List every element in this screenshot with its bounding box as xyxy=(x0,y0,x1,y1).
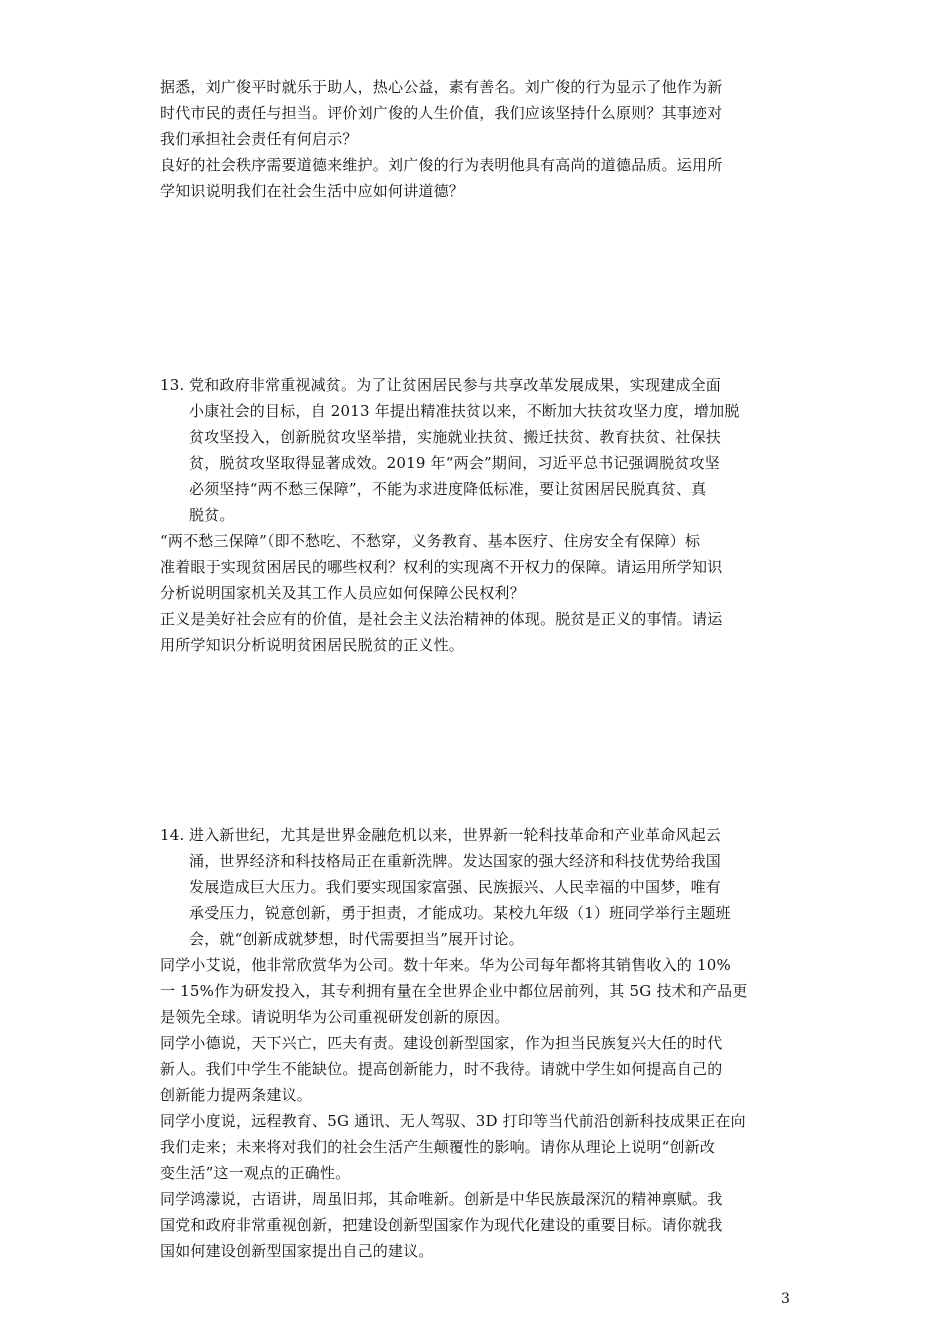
question-number: 13. xyxy=(160,376,185,394)
text-line: 承受压力，锐意创新，勇于担责，才能成功。某校九年级（1）班同学举行主题班 xyxy=(189,904,731,922)
question-body xyxy=(189,372,800,528)
question-14-stem xyxy=(160,822,800,952)
text-line: 据悉，刘广俊平时就乐于助人，热心公益，素有善名。刘广俊的行为显示了他作为新 xyxy=(160,78,723,96)
question-number: 14. xyxy=(160,826,185,844)
text-line: 涌，世界经济和科技格局正在重新洗牌。发达国家的强大经济和科技优势给我国 xyxy=(189,852,722,870)
text-line: 一 15%作为研发投入，其专利拥有量在全世界企业中都位居前列，其 5G 技术和产品更 xyxy=(160,982,748,1000)
text-line: 时代市民的责任与担当。评价刘广俊的人生价值，我们应该坚持什么原则？其事迹对 xyxy=(160,104,723,122)
text-line: 必须坚持“两不愁三保障”，不能为求进度降低标准，要让贫困居民脱真贫、真 xyxy=(189,480,707,498)
page-number: 3 xyxy=(781,1291,790,1307)
text-line: 正义是美好社会应有的价值，是社会主义法治精神的体现。脱贫是正义的事情。请运 xyxy=(160,610,723,628)
question-12-continuation xyxy=(160,74,800,204)
text-line: 贫攻坚投入，创新脱贫攻坚举措，实施就业扶贫、搬迁扶贫、教育扶贫、社保扶 xyxy=(189,428,722,446)
text-line: 国党和政府非常重视创新，把建设创新型国家作为现代化建设的重要目标。请你就我 xyxy=(160,1216,723,1234)
text-line: 创新能力提两条建议。 xyxy=(160,1086,313,1104)
text-line: 进入新世纪，尤其是世界金融危机以来，世界新一轮科技革命和产业革命风起云 xyxy=(189,826,722,844)
text-line: 小康社会的目标，自 2013 年提出精准扶贫以来，不断加大扶贫攻坚力度，增加脱 xyxy=(189,402,740,420)
text-line: 是领先全球。请说明华为公司重视研发创新的原因。 xyxy=(160,1008,510,1026)
text-line: 同学小艾说，他非常欣赏华为公司。数十年来。华为公司每年都将其销售收入的 10% xyxy=(160,956,731,974)
text-line: 良好的社会秩序需要道德来维护。刘广俊的行为表明他具有高尚的道德品质。运用所 xyxy=(160,156,723,174)
question-13-subquestions xyxy=(160,528,800,658)
text-line: 我们承担社会责任有何启示？ xyxy=(160,130,358,148)
text-line: 学知识说明我们在社会生活中应如何讲道德？ xyxy=(160,182,465,200)
text-line: 新人。我们中学生不能缺位。提高创新能力，时不我待。请就中学生如何提高自己的 xyxy=(160,1060,723,1078)
text-line: 同学小度说，远程教育、5G 通讯、无人驾驭、3D 打印等当代前沿创新科技成果正在向 xyxy=(160,1112,746,1130)
question-14 xyxy=(160,822,800,1264)
text-line: 分析说明国家机关及其工作人员应如何保障公民权利？ xyxy=(160,584,525,602)
text-line: 国如何建设创新型国家提出自己的建议。 xyxy=(160,1242,434,1260)
question-13 xyxy=(160,372,800,658)
text-line: “两不愁三保障”（即不愁吃、不愁穿，义务教育、基本医疗、住房安全有保障）标 xyxy=(160,532,701,550)
text-line: 准着眼于实现贫困居民的哪些权利？权利的实现离不开权力的保障。请运用所学知识 xyxy=(160,558,723,576)
text-line: 我们走来；未来将对我们的社会生活产生颠覆性的影响。请你从理论上说明“创新改 xyxy=(160,1138,716,1156)
question-body xyxy=(189,822,800,952)
text-line: 党和政府非常重视减贫。为了让贫困居民参与共享改革发展成果，实现建成全面 xyxy=(189,376,722,394)
text-line: 变生活”这一观点的正确性。 xyxy=(160,1164,351,1182)
text-line: 发展造成巨大压力。我们要实现国家富强、民族振兴、人民幸福的中国梦，唯有 xyxy=(189,878,722,896)
text-line: 会，就“创新成就梦想，时代需要担当”展开讨论。 xyxy=(189,930,524,948)
text-line: 同学鸿濛说，古语讲，周虽旧邦，其命唯新。创新是中华民族最深沉的精神禀赋。我 xyxy=(160,1190,723,1208)
question-14-subquestions xyxy=(160,952,800,1264)
question-13-stem xyxy=(160,372,800,528)
text-line: 用所学知识分析说明贫困居民脱贫的正义性。 xyxy=(160,636,465,654)
text-line: 贫，脱贫攻坚取得显著成效。2019 年“两会”期间，习近平总书记强调脱贫攻坚 xyxy=(189,454,720,472)
text-line: 同学小德说，天下兴亡，匹夫有责。建设创新型国家，作为担当民族复兴大任的时代 xyxy=(160,1034,723,1052)
text-line: 脱贫。 xyxy=(189,506,235,524)
